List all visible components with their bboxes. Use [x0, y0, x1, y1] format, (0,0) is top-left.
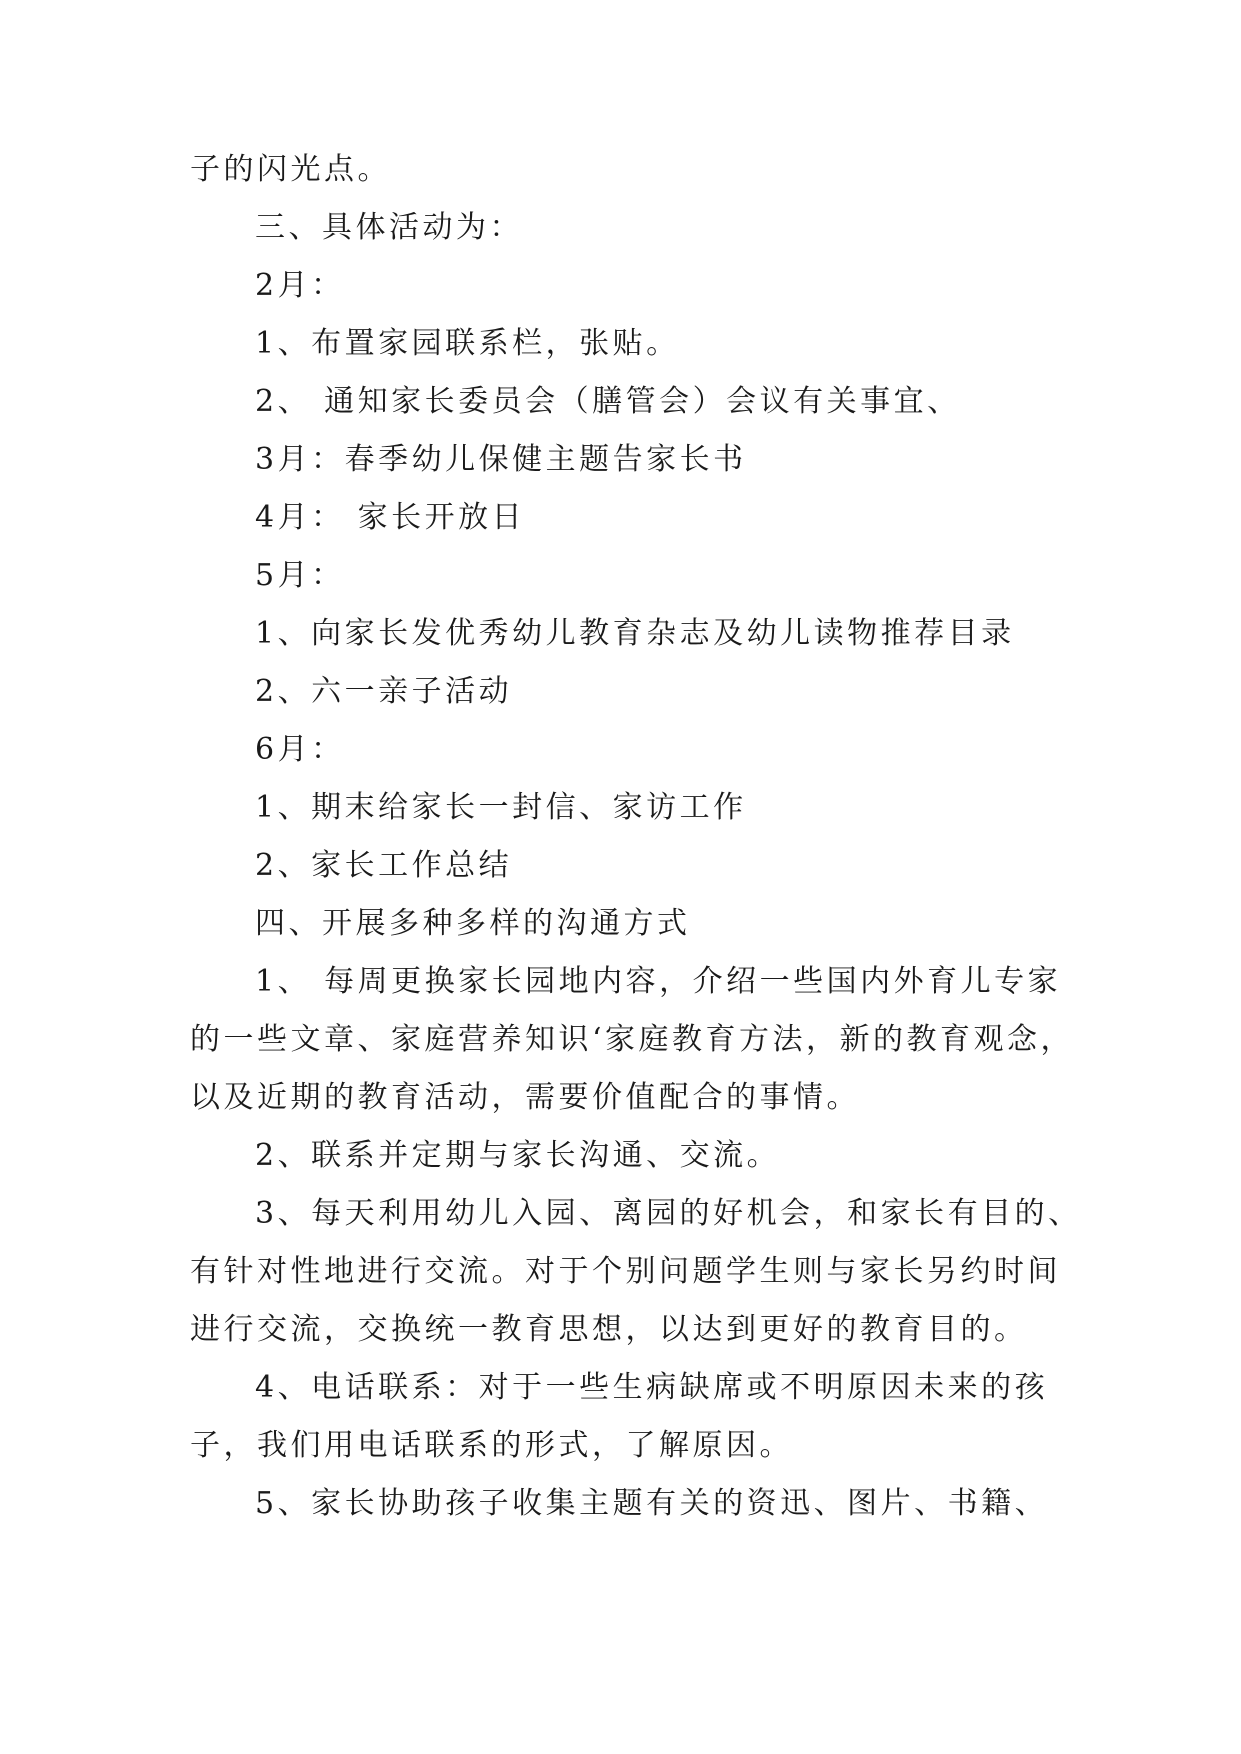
paragraph-line: 的一些文章、家庭营养知识‘家庭教育方法，新的教育观念，: [190, 1022, 1075, 1057]
paragraph-line: 以及近期的教育活动，需要价值配合的事情。: [190, 1080, 860, 1115]
list-item: 1、向家长发优秀幼儿教育杂志及幼儿读物推荐目录: [255, 616, 1015, 651]
paragraph-line: 3、每天利用幼儿入园、离园的好机会，和家长有目的、: [255, 1196, 1082, 1231]
paragraph-line: 5、家长协助孩子收集主题有关的资迅、图片、书籍、: [255, 1486, 1049, 1521]
month-heading: 2月：: [255, 268, 345, 303]
month-heading: 5月：: [255, 558, 345, 593]
paragraph-line: 1、 每周更换家长园地内容，介绍一些国内外育儿专家: [255, 964, 1062, 999]
paragraph-line: 子，我们用电话联系的形式，了解原因。: [190, 1428, 793, 1463]
paragraph-line: 4、电话联系：对于一些生病缺席或不明原因未来的孩: [255, 1370, 1049, 1405]
section-heading: 三、具体活动为：: [255, 210, 523, 245]
paragraph-line: 2、联系并定期与家长沟通、交流。: [255, 1138, 781, 1173]
month-heading: 4月： 家长开放日: [255, 500, 526, 535]
paragraph-line: 有针对性地进行交流。对于个别问题学生则与家长另约时间: [190, 1254, 1061, 1289]
month-heading: 6月：: [255, 732, 345, 767]
list-item: 2、家长工作总结: [255, 848, 513, 883]
list-item: 1、期末给家长一封信、家访工作: [255, 790, 747, 825]
text-line: 子的闪光点。: [190, 152, 391, 187]
section-heading: 四、开展多种多样的沟通方式: [255, 906, 691, 941]
list-item: 2、六一亲子活动: [255, 674, 513, 709]
paragraph-line: 进行交流，交换统一教育思想，以达到更好的教育目的。: [190, 1312, 1028, 1347]
list-item: 2、 通知家长委员会（膳管会）会议有关事宜、: [255, 384, 961, 419]
list-item: 1、布置家园联系栏，张贴。: [255, 326, 680, 361]
month-heading: 3月：春季幼儿保健主题告家长书: [255, 442, 747, 477]
